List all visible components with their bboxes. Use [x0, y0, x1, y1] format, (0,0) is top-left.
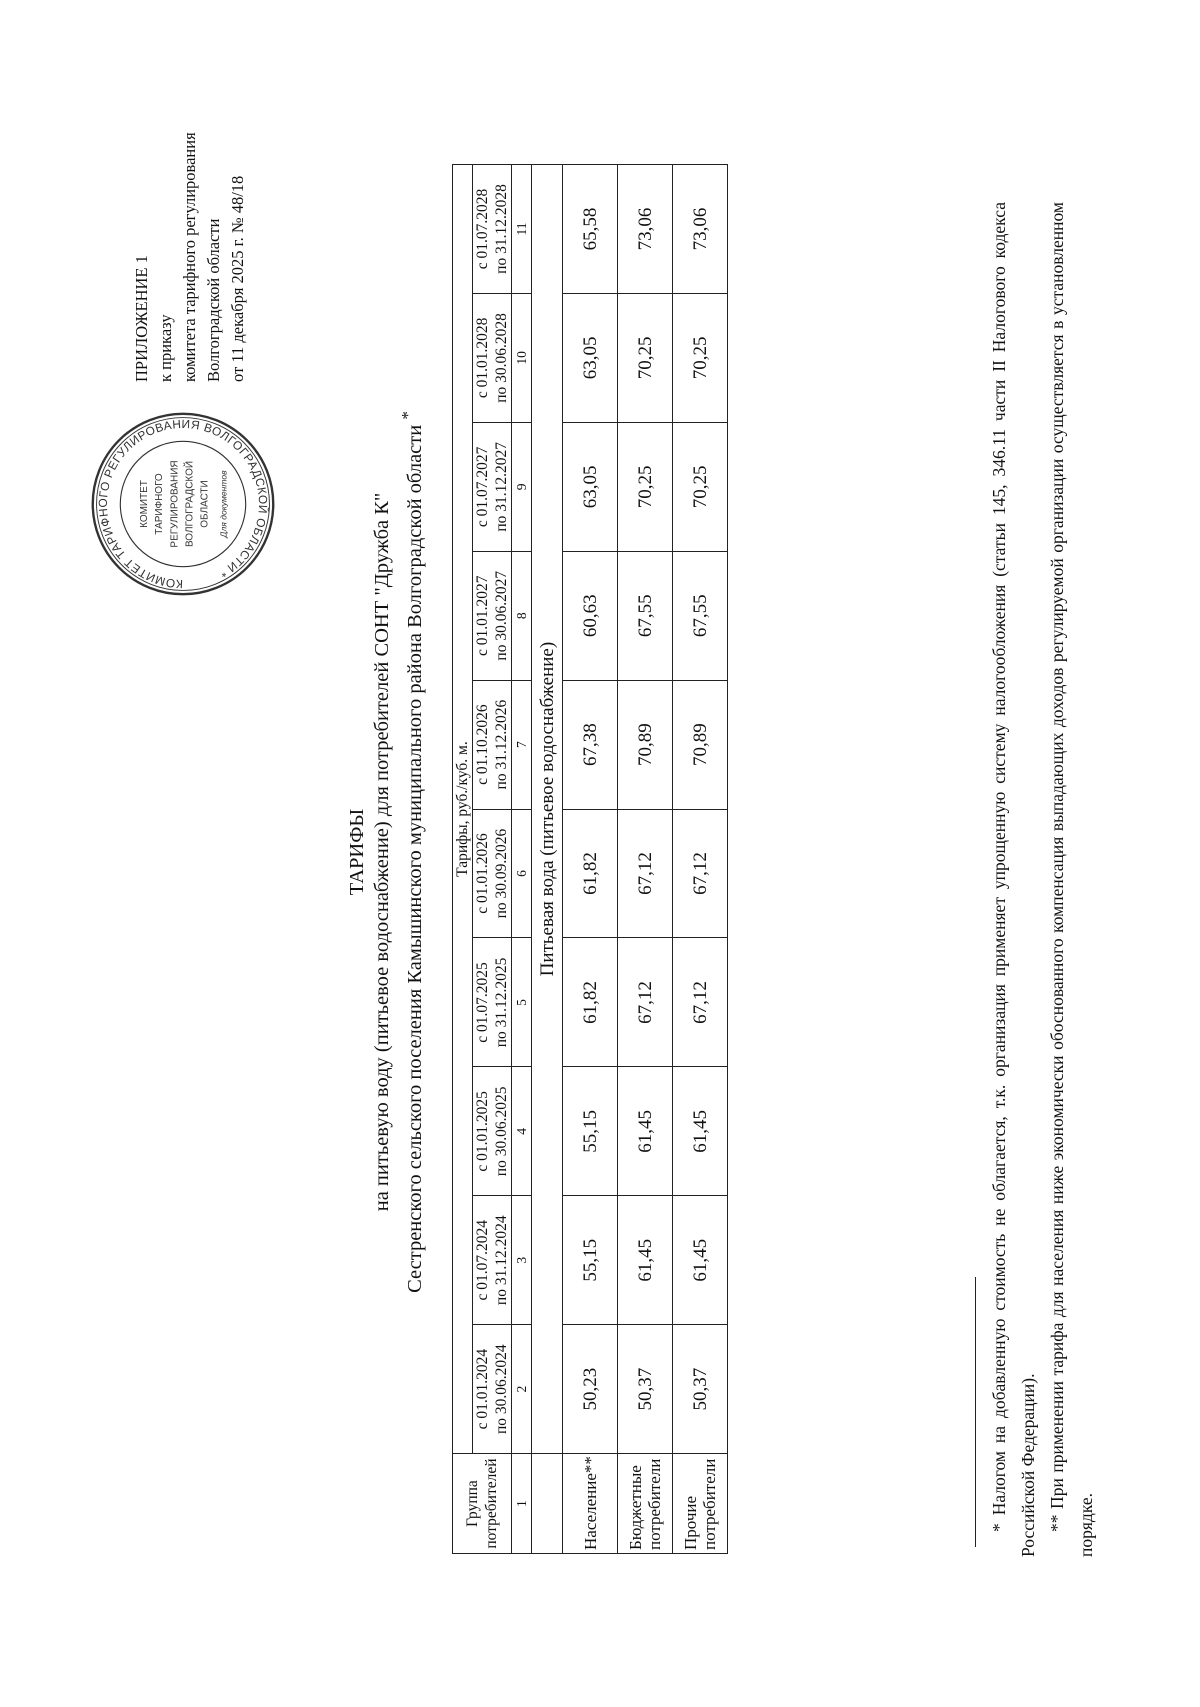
- period-header-cell: с 01.10.2026 по 31.12.2026: [473, 680, 512, 809]
- seal-inner-line: ВОЛГОГРАДСКОЙ: [184, 460, 196, 548]
- tariff-value-cell: 55,15: [563, 1067, 618, 1196]
- footnote-divider: [975, 1277, 976, 1547]
- period-header-cell: с 01.01.2025 по 30.06.2025: [473, 1067, 512, 1196]
- period-header-cell: с 01.07.2027 по 31.12.2027: [473, 422, 512, 551]
- tariff-value-cell: 67,12: [618, 809, 673, 938]
- tariff-value-cell: 70,25: [618, 422, 673, 551]
- appendix-block: [130, 42, 250, 382]
- tariffs-table: [452, 164, 728, 1554]
- tariff-value-cell: 70,25: [673, 422, 728, 551]
- seal-inner-line: ОБЛАСТИ: [199, 480, 211, 528]
- period-header-cell: с 01.01.2026 по 30.09.2026: [473, 809, 512, 938]
- period-header-cell: с 01.07.2028 по 31.12.2028: [473, 165, 512, 294]
- period-header-cell: с 01.01.2024 по 30.06.2024: [473, 1325, 512, 1454]
- seal-inner-line: КОМИТЕТ: [138, 480, 150, 528]
- tariff-value-cell: 70,89: [618, 680, 673, 809]
- group-name-cell: Прочие потребители: [673, 1454, 728, 1554]
- seal-inner-line: ТАРИФНОГО: [154, 473, 166, 535]
- column-index-cell: 3: [512, 1196, 532, 1325]
- header-row: [453, 165, 473, 1554]
- group-header-cell: Группа потребителей: [453, 1454, 512, 1554]
- section-title-cell: Питьевая вода (питьевое водоснабжение): [532, 165, 563, 1454]
- tariff-value-cell: 65,58: [563, 165, 618, 294]
- period-header-cell: с 01.01.2028 по 30.06.2028: [473, 293, 512, 422]
- tariff-value-cell: 67,12: [673, 809, 728, 938]
- tariff-value-cell: 61,45: [673, 1067, 728, 1196]
- section-row: [532, 165, 563, 1554]
- tariff-value-cell: 67,38: [563, 680, 618, 809]
- tariff-value-cell: 61,45: [618, 1196, 673, 1325]
- table-row: [673, 165, 728, 1554]
- table-row: [618, 165, 673, 1554]
- title-footnote-mark: *: [398, 411, 417, 420]
- tariff-value-cell: 67,12: [618, 938, 673, 1067]
- tariff-value-cell: 70,25: [618, 293, 673, 422]
- svg-text:КОМИТЕТ ТАРИФНОГО РЕГУЛИРОВАНИ: [96, 417, 271, 591]
- section-spacer-cell: [532, 1454, 563, 1554]
- tariff-value-cell: 55,15: [563, 1196, 618, 1325]
- period-header-row: [473, 165, 512, 1554]
- title-heading: ТАРИФЫ: [346, 808, 368, 896]
- tariff-value-cell: 63,05: [563, 293, 618, 422]
- tariff-value-cell: 70,89: [673, 680, 728, 809]
- tariff-value-cell: 73,06: [673, 165, 728, 294]
- document-title: [345, 297, 428, 1407]
- tariff-value-cell: 61,45: [673, 1196, 728, 1325]
- tariff-value-cell: 67,55: [618, 551, 673, 680]
- tariff-value-cell: 61,82: [563, 809, 618, 938]
- period-header-cell: с 01.01.2027 по 30.06.2027: [473, 551, 512, 680]
- period-header-cell: с 01.07.2025 по 31.12.2025: [473, 938, 512, 1067]
- tariff-value-cell: 60,63: [563, 551, 618, 680]
- seal-outer-text: КОМИТЕТ ТАРИФНОГО РЕГУЛИРОВАНИЯ ВОЛГОГРАДСКОЙ ОБЛАСТИ *: [95, 416, 271, 592]
- appendix-line: от 11 декабря 2025 г. № 48/18: [228, 175, 247, 382]
- group-name-cell: Бюджетные потребители: [618, 1454, 673, 1554]
- column-index-cell: 2: [512, 1325, 532, 1454]
- column-index-cell: 7: [512, 680, 532, 809]
- column-index-cell: 8: [512, 551, 532, 680]
- column-index-cell: 5: [512, 938, 532, 1067]
- column-index-cell: 9: [512, 422, 532, 551]
- tariff-value-cell: 63,05: [563, 422, 618, 551]
- column-index-cell: 11: [512, 165, 532, 294]
- tariff-value-cell: 67,12: [673, 938, 728, 1067]
- tariff-value-cell: 67,55: [673, 551, 728, 680]
- footnotes: [985, 202, 1101, 1557]
- table-row: [563, 165, 618, 1554]
- column-index-cell: 1: [512, 1454, 532, 1554]
- column-index-row: [512, 165, 532, 1554]
- group-name-cell: Население**: [563, 1454, 618, 1554]
- column-index-cell: 10: [512, 293, 532, 422]
- tariffs-header-cell: Тарифы, руб./куб. м.: [453, 165, 473, 1454]
- seal-inner-line: Для документов: [218, 470, 229, 538]
- appendix-line: к приказу: [156, 314, 175, 382]
- appendix-line: ПРИЛОЖЕНИЕ 1: [132, 255, 151, 382]
- footnote-2: ** При применении тарифа для населения ниже экономически обоснованного компенсация выпадающих доходов регулируемой организации осуществляется в установленном порядке.: [1047, 202, 1096, 1557]
- official-seal-stamp: [88, 406, 278, 602]
- tariff-value-cell: 50,37: [618, 1325, 673, 1454]
- tariff-value-cell: 50,23: [563, 1325, 618, 1454]
- appendix-line: комитета тарифного регулирования: [180, 132, 199, 382]
- tariff-value-cell: 50,37: [673, 1325, 728, 1454]
- tariff-value-cell: 70,25: [673, 293, 728, 422]
- tariff-value-cell: 61,82: [563, 938, 618, 1067]
- period-header-cell: с 01.07.2024 по 31.12.2024: [473, 1196, 512, 1325]
- tariff-value-cell: 61,45: [618, 1067, 673, 1196]
- title-line-2: Сестренского сельского поселения Камышинского муниципального района Волгоградской области *: [398, 411, 426, 1293]
- footnote-1: * Налогом на добавленную стоимость не облагается, т.к. организация применяет упрощенную систему налогообложения (статьи 145, 346.11 части II Налогового кодекса Российской Федерации).: [989, 202, 1038, 1557]
- tariff-value-cell: 73,06: [618, 165, 673, 294]
- seal-inner-line: РЕГУЛИРОВАНИЯ: [169, 460, 181, 548]
- column-index-cell: 4: [512, 1067, 532, 1196]
- title-line-1: на питьевую воду (питьевое водоснабжение) для потребителей СОНТ "Дружба К": [371, 492, 393, 1212]
- appendix-line: Волгоградской области: [204, 218, 223, 382]
- column-index-cell: 6: [512, 809, 532, 938]
